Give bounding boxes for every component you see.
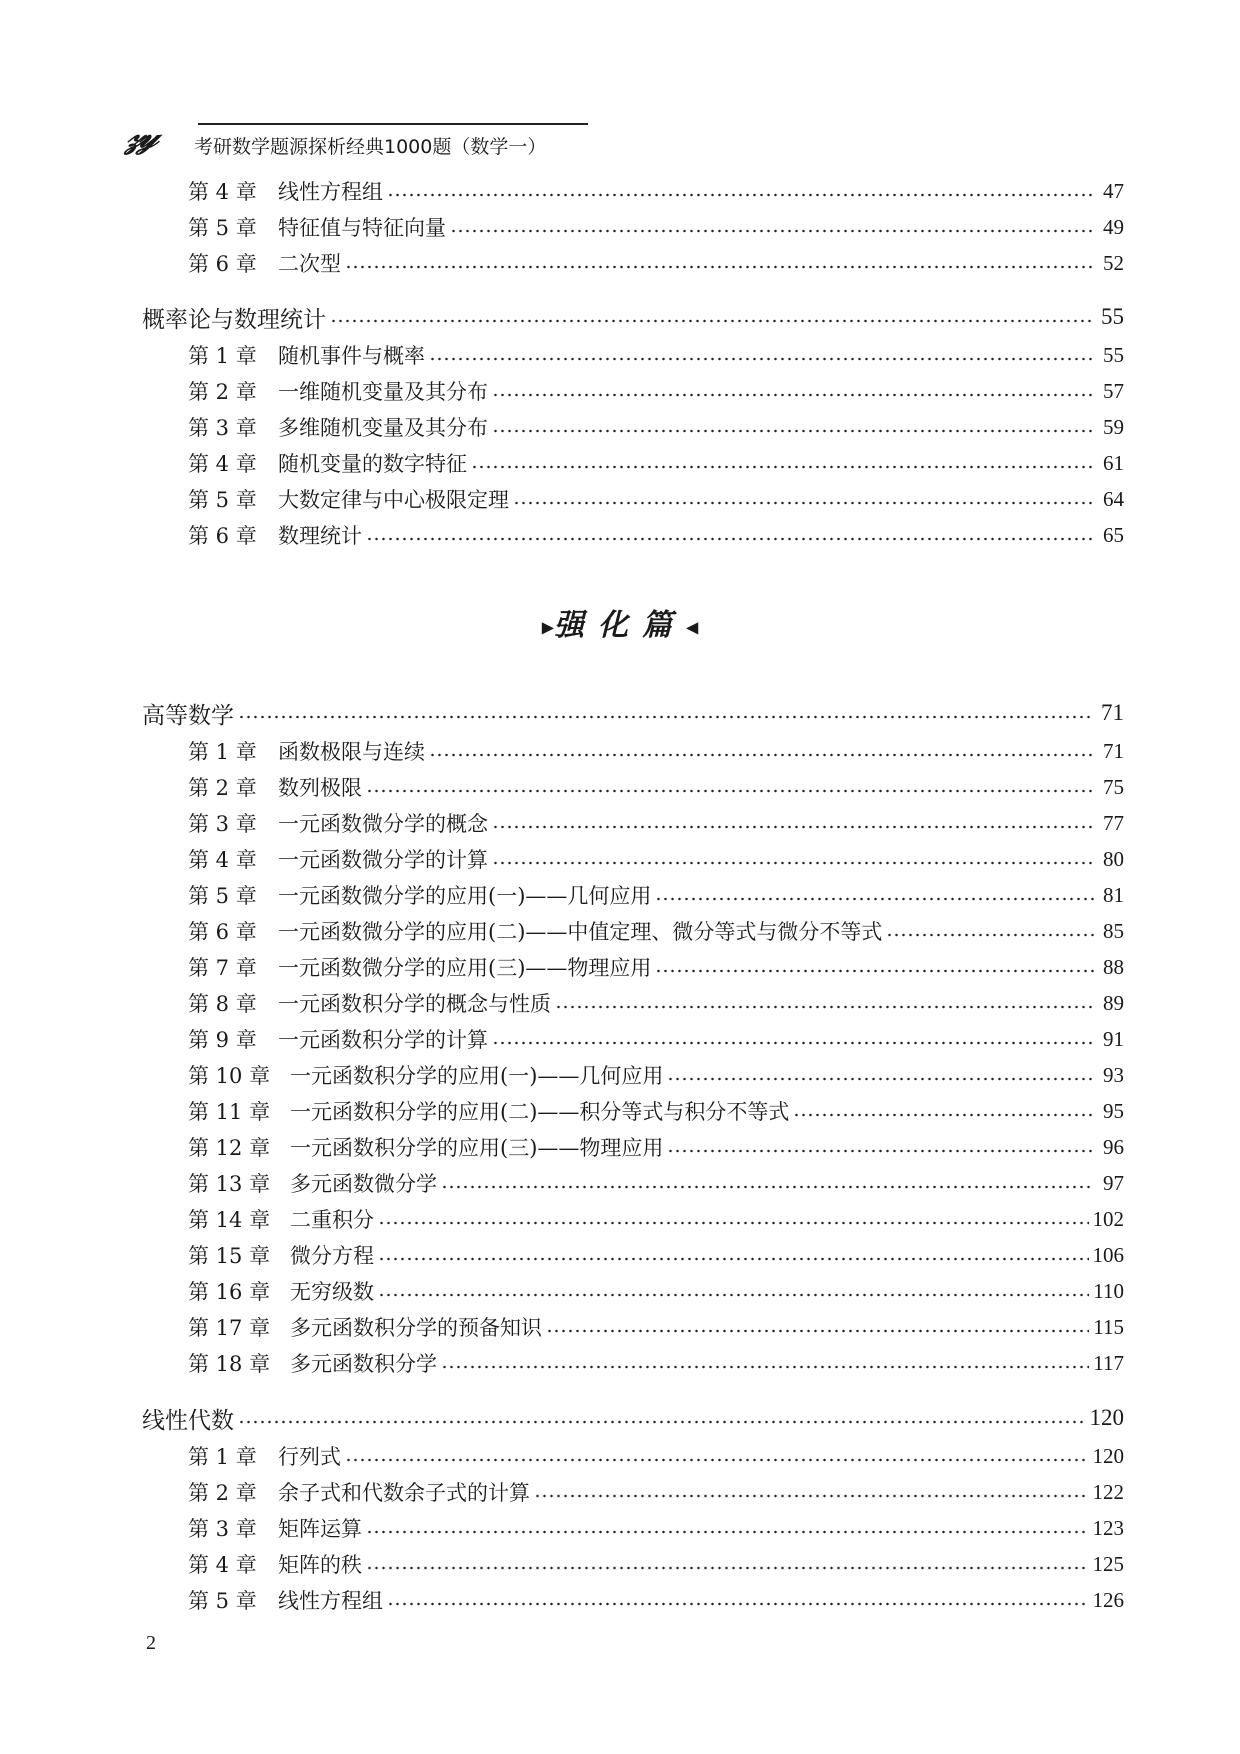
chapter-title: 二重积分 — [290, 1208, 374, 1232]
dot-leader — [546, 1329, 1089, 1333]
running-header — [118, 110, 568, 160]
chapter-title: 随机事件与概率 — [278, 344, 425, 368]
toc-chapter-entry — [142, 1021, 1124, 1057]
dot-leader — [471, 465, 1094, 469]
chapter-label: 第 5 章 — [188, 884, 257, 908]
chapter-label: 第 4 章 — [188, 452, 257, 476]
dot-leader — [378, 1257, 1089, 1261]
page-ref: 88 — [1103, 954, 1124, 979]
toc-chapter-entry — [142, 1510, 1124, 1546]
chapter-title: 数列极限 — [278, 776, 362, 800]
chapter-label: 第 16 章 — [188, 1280, 271, 1304]
page-ref: 123 — [1092, 1515, 1124, 1540]
chapter-title: 一元函数微分学的应用(三)——物理应用 — [278, 956, 652, 980]
chapter-label: 第 3 章 — [188, 812, 257, 836]
page-ref: 61 — [1103, 450, 1124, 475]
page-ref: 80 — [1103, 846, 1124, 871]
page-ref: 97 — [1103, 1170, 1124, 1195]
toc-chapter-entry — [142, 481, 1124, 517]
chapter-title: 一元函数积分学的计算 — [278, 1028, 488, 1052]
page-ref: 55 — [1101, 304, 1124, 329]
toc-chapter-entry — [142, 877, 1124, 913]
dot-leader — [366, 1530, 1089, 1534]
dot-leader — [513, 501, 1094, 505]
dot-leader — [387, 193, 1094, 197]
chapter-label: 第 5 章 — [188, 216, 257, 240]
toc-chapter-entry — [142, 1273, 1124, 1309]
toc-section-entry — [142, 297, 1124, 337]
page-ref: 55 — [1103, 342, 1124, 367]
toc-chapter-entry — [142, 1201, 1124, 1237]
page-ref: 85 — [1103, 918, 1124, 943]
toc-chapter-entry — [142, 1546, 1124, 1582]
chapter-label: 第 1 章 — [188, 1445, 257, 1469]
chapter-label: 第 2 章 — [188, 776, 257, 800]
dot-leader — [378, 1293, 1089, 1297]
toc-chapter-entry — [142, 1474, 1124, 1510]
page-ref: 52 — [1103, 250, 1124, 275]
chapter-title: 余子式和代数余子式的计算 — [278, 1481, 530, 1505]
chapter-label: 第 18 章 — [188, 1352, 271, 1376]
dot-leader — [492, 1041, 1094, 1045]
page-ref: 57 — [1103, 378, 1124, 403]
chapter-label: 第 4 章 — [188, 180, 257, 204]
chapter-label: 第 2 章 — [188, 1481, 257, 1505]
toc-chapter-entry — [142, 913, 1124, 949]
section-title: 线性代数 — [142, 1407, 234, 1434]
chapter-label: 第 8 章 — [188, 992, 257, 1016]
dot-leader — [492, 825, 1094, 829]
page-ref: 75 — [1103, 774, 1124, 799]
chapter-label: 第 11 章 — [188, 1100, 271, 1124]
chapter-label: 第 12 章 — [188, 1136, 271, 1160]
page-ref: 49 — [1103, 214, 1124, 239]
dot-leader — [330, 319, 1094, 323]
chapter-title: 特征值与特征向量 — [278, 216, 446, 240]
toc-chapter-entry — [142, 805, 1124, 841]
chapter-title: 矩阵运算 — [278, 1517, 362, 1541]
chapter-title: 微分方程 — [290, 1244, 374, 1268]
chapter-label: 第 1 章 — [188, 344, 257, 368]
dot-leader — [366, 1566, 1089, 1570]
chapter-label: 第 17 章 — [188, 1316, 271, 1340]
page-ref: 71 — [1101, 700, 1124, 725]
toc-chapter-entry — [142, 337, 1124, 373]
dot-leader — [555, 1005, 1094, 1009]
book-title: 考研数学题源探析经典1000题（数学一） — [194, 136, 547, 158]
toc-chapter-entry — [142, 769, 1124, 805]
dot-leader — [366, 789, 1094, 793]
header-rule — [198, 123, 588, 125]
toc-chapter-entry — [142, 409, 1124, 445]
page-ref: 91 — [1103, 1026, 1124, 1051]
chapter-title: 二次型 — [278, 252, 341, 276]
dot-leader — [441, 1185, 1094, 1189]
toc-chapter-entry — [142, 949, 1124, 985]
chapter-label: 第 14 章 — [188, 1208, 271, 1232]
part-title: 强化篇 — [554, 608, 686, 643]
chapter-label: 第 5 章 — [188, 488, 257, 512]
chapter-title: 线性方程组 — [278, 180, 383, 204]
dot-leader — [492, 393, 1094, 397]
chapter-label: 第 13 章 — [188, 1172, 271, 1196]
toc-chapter-entry — [142, 245, 1124, 281]
page-ref: 93 — [1103, 1062, 1124, 1087]
chapter-title: 一元函数积分学的概念与性质 — [278, 992, 551, 1016]
chapter-label: 第 4 章 — [188, 848, 257, 872]
chapter-label: 第 3 章 — [188, 416, 257, 440]
section-title: 概率论与数理统计 — [142, 306, 326, 333]
section-title: 高等数学 — [142, 702, 234, 729]
page-ref: 77 — [1103, 810, 1124, 835]
dot-leader — [793, 1113, 1094, 1117]
chapter-title: 线性方程组 — [278, 1589, 383, 1613]
chapter-title: 多元函数微分学 — [290, 1172, 437, 1196]
toc-chapter-entry — [142, 1057, 1124, 1093]
chapter-label: 第 10 章 — [188, 1064, 271, 1088]
page-ref: 125 — [1092, 1551, 1124, 1576]
page-ref: 115 — [1093, 1314, 1124, 1339]
dot-leader — [655, 969, 1094, 973]
dot-leader — [238, 715, 1094, 719]
page-ref: 71 — [1103, 738, 1124, 763]
chapter-title: 一元函数微分学的计算 — [278, 848, 488, 872]
toc-block-advanced-math — [142, 693, 1124, 1381]
chapter-title: 随机变量的数字特征 — [278, 452, 467, 476]
toc-chapter-entry — [142, 1129, 1124, 1165]
dot-leader — [886, 933, 1094, 937]
chapter-label: 第 6 章 — [188, 524, 257, 548]
page-ref: 64 — [1103, 486, 1124, 511]
toc-chapter-entry — [142, 733, 1124, 769]
chapter-title: 一元函数微分学的概念 — [278, 812, 488, 836]
chapter-label: 第 15 章 — [188, 1244, 271, 1268]
toc-chapter-entry — [142, 445, 1124, 481]
page-ref: 65 — [1103, 522, 1124, 547]
dot-leader — [366, 537, 1094, 541]
page-ref: 120 — [1089, 1405, 1124, 1430]
chapter-title: 多元函数积分学 — [290, 1352, 437, 1376]
dot-leader — [492, 861, 1094, 865]
page-ref: 81 — [1103, 882, 1124, 907]
chapter-title: 大数定律与中心极限定理 — [278, 488, 509, 512]
dot-leader — [429, 753, 1094, 757]
toc-chapter-entry — [142, 517, 1124, 553]
dot-leader — [378, 1221, 1089, 1225]
page-ref: 110 — [1093, 1278, 1124, 1303]
chapter-label: 第 1 章 — [188, 740, 257, 764]
toc-section-entry — [142, 1398, 1124, 1438]
toc-chapter-entry — [142, 209, 1124, 245]
chapter-label: 第 9 章 — [188, 1028, 257, 1052]
chapter-title: 行列式 — [278, 1445, 341, 1469]
page-ref: 89 — [1103, 990, 1124, 1015]
dot-leader — [667, 1149, 1094, 1153]
toc-chapter-entry — [142, 173, 1124, 209]
dot-leader — [429, 357, 1094, 361]
chapter-title: 函数极限与连续 — [278, 740, 425, 764]
chapter-title: 一元函数积分学的应用(二)——积分等式与积分不等式 — [290, 1100, 790, 1124]
dot-leader — [450, 229, 1094, 233]
dot-leader — [387, 1602, 1089, 1606]
dot-leader — [345, 265, 1094, 269]
triangle-left-icon: ◀ — [686, 617, 699, 637]
page-ref: 95 — [1103, 1098, 1124, 1123]
page-ref: 59 — [1103, 414, 1124, 439]
page-ref: 120 — [1092, 1443, 1124, 1468]
chapter-label: 第 6 章 — [188, 252, 257, 276]
part-heading — [0, 600, 1240, 644]
toc-chapter-entry — [142, 841, 1124, 877]
chapter-title: 多元函数积分学的预备知识 — [290, 1316, 542, 1340]
toc-chapter-entry — [142, 373, 1124, 409]
chapter-label: 第 4 章 — [188, 1553, 257, 1577]
toc-chapter-entry — [142, 1165, 1124, 1201]
toc-chapter-entry — [142, 985, 1124, 1021]
triangle-right-icon: ▶ — [541, 617, 554, 637]
dot-leader — [667, 1077, 1094, 1081]
toc-block-linear-algebra-continued — [142, 173, 1124, 281]
toc-section-entry — [142, 693, 1124, 733]
toc-block-linear-algebra — [142, 1398, 1124, 1618]
chapter-title: 多维随机变量及其分布 — [278, 416, 488, 440]
chapter-title: 一元函数积分学的应用(三)——物理应用 — [290, 1136, 664, 1160]
page-ref: 106 — [1092, 1242, 1124, 1267]
page-ref: 96 — [1103, 1134, 1124, 1159]
toc-chapter-entry — [142, 1309, 1124, 1345]
page-ref: 122 — [1092, 1479, 1124, 1504]
dot-leader — [492, 429, 1094, 433]
toc-block-probability — [142, 297, 1124, 553]
chapter-title: 数理统计 — [278, 524, 362, 548]
toc-chapter-entry — [142, 1582, 1124, 1618]
dot-leader — [238, 1420, 1086, 1424]
chapter-label: 第 6 章 — [188, 920, 257, 944]
author-signature-logo: 𝓏𝓎 — [123, 116, 160, 156]
chapter-title: 无穷级数 — [290, 1280, 374, 1304]
chapter-label: 第 5 章 — [188, 1589, 257, 1613]
page-number: 2 — [146, 1632, 156, 1654]
chapter-title: 一元函数微分学的应用(一)——几何应用 — [278, 884, 652, 908]
page-ref: 47 — [1103, 178, 1124, 203]
toc-chapter-entry — [142, 1093, 1124, 1129]
page-ref: 102 — [1092, 1206, 1124, 1231]
toc-chapter-entry — [142, 1438, 1124, 1474]
dot-leader — [441, 1365, 1089, 1369]
chapter-label: 第 3 章 — [188, 1517, 257, 1541]
chapter-title: 一维随机变量及其分布 — [278, 380, 488, 404]
page-ref: 117 — [1093, 1350, 1124, 1375]
page-ref: 126 — [1092, 1587, 1124, 1612]
chapter-label: 第 7 章 — [188, 956, 257, 980]
dot-leader — [345, 1458, 1089, 1462]
dot-leader — [534, 1494, 1089, 1498]
chapter-title: 矩阵的秩 — [278, 1553, 362, 1577]
chapter-title: 一元函数积分学的应用(一)——几何应用 — [290, 1064, 664, 1088]
chapter-title: 一元函数微分学的应用(二)——中值定理、微分等式与微分不等式 — [278, 920, 883, 944]
dot-leader — [655, 897, 1094, 901]
toc-chapter-entry — [142, 1345, 1124, 1381]
toc-chapter-entry — [142, 1237, 1124, 1273]
chapter-label: 第 2 章 — [188, 380, 257, 404]
